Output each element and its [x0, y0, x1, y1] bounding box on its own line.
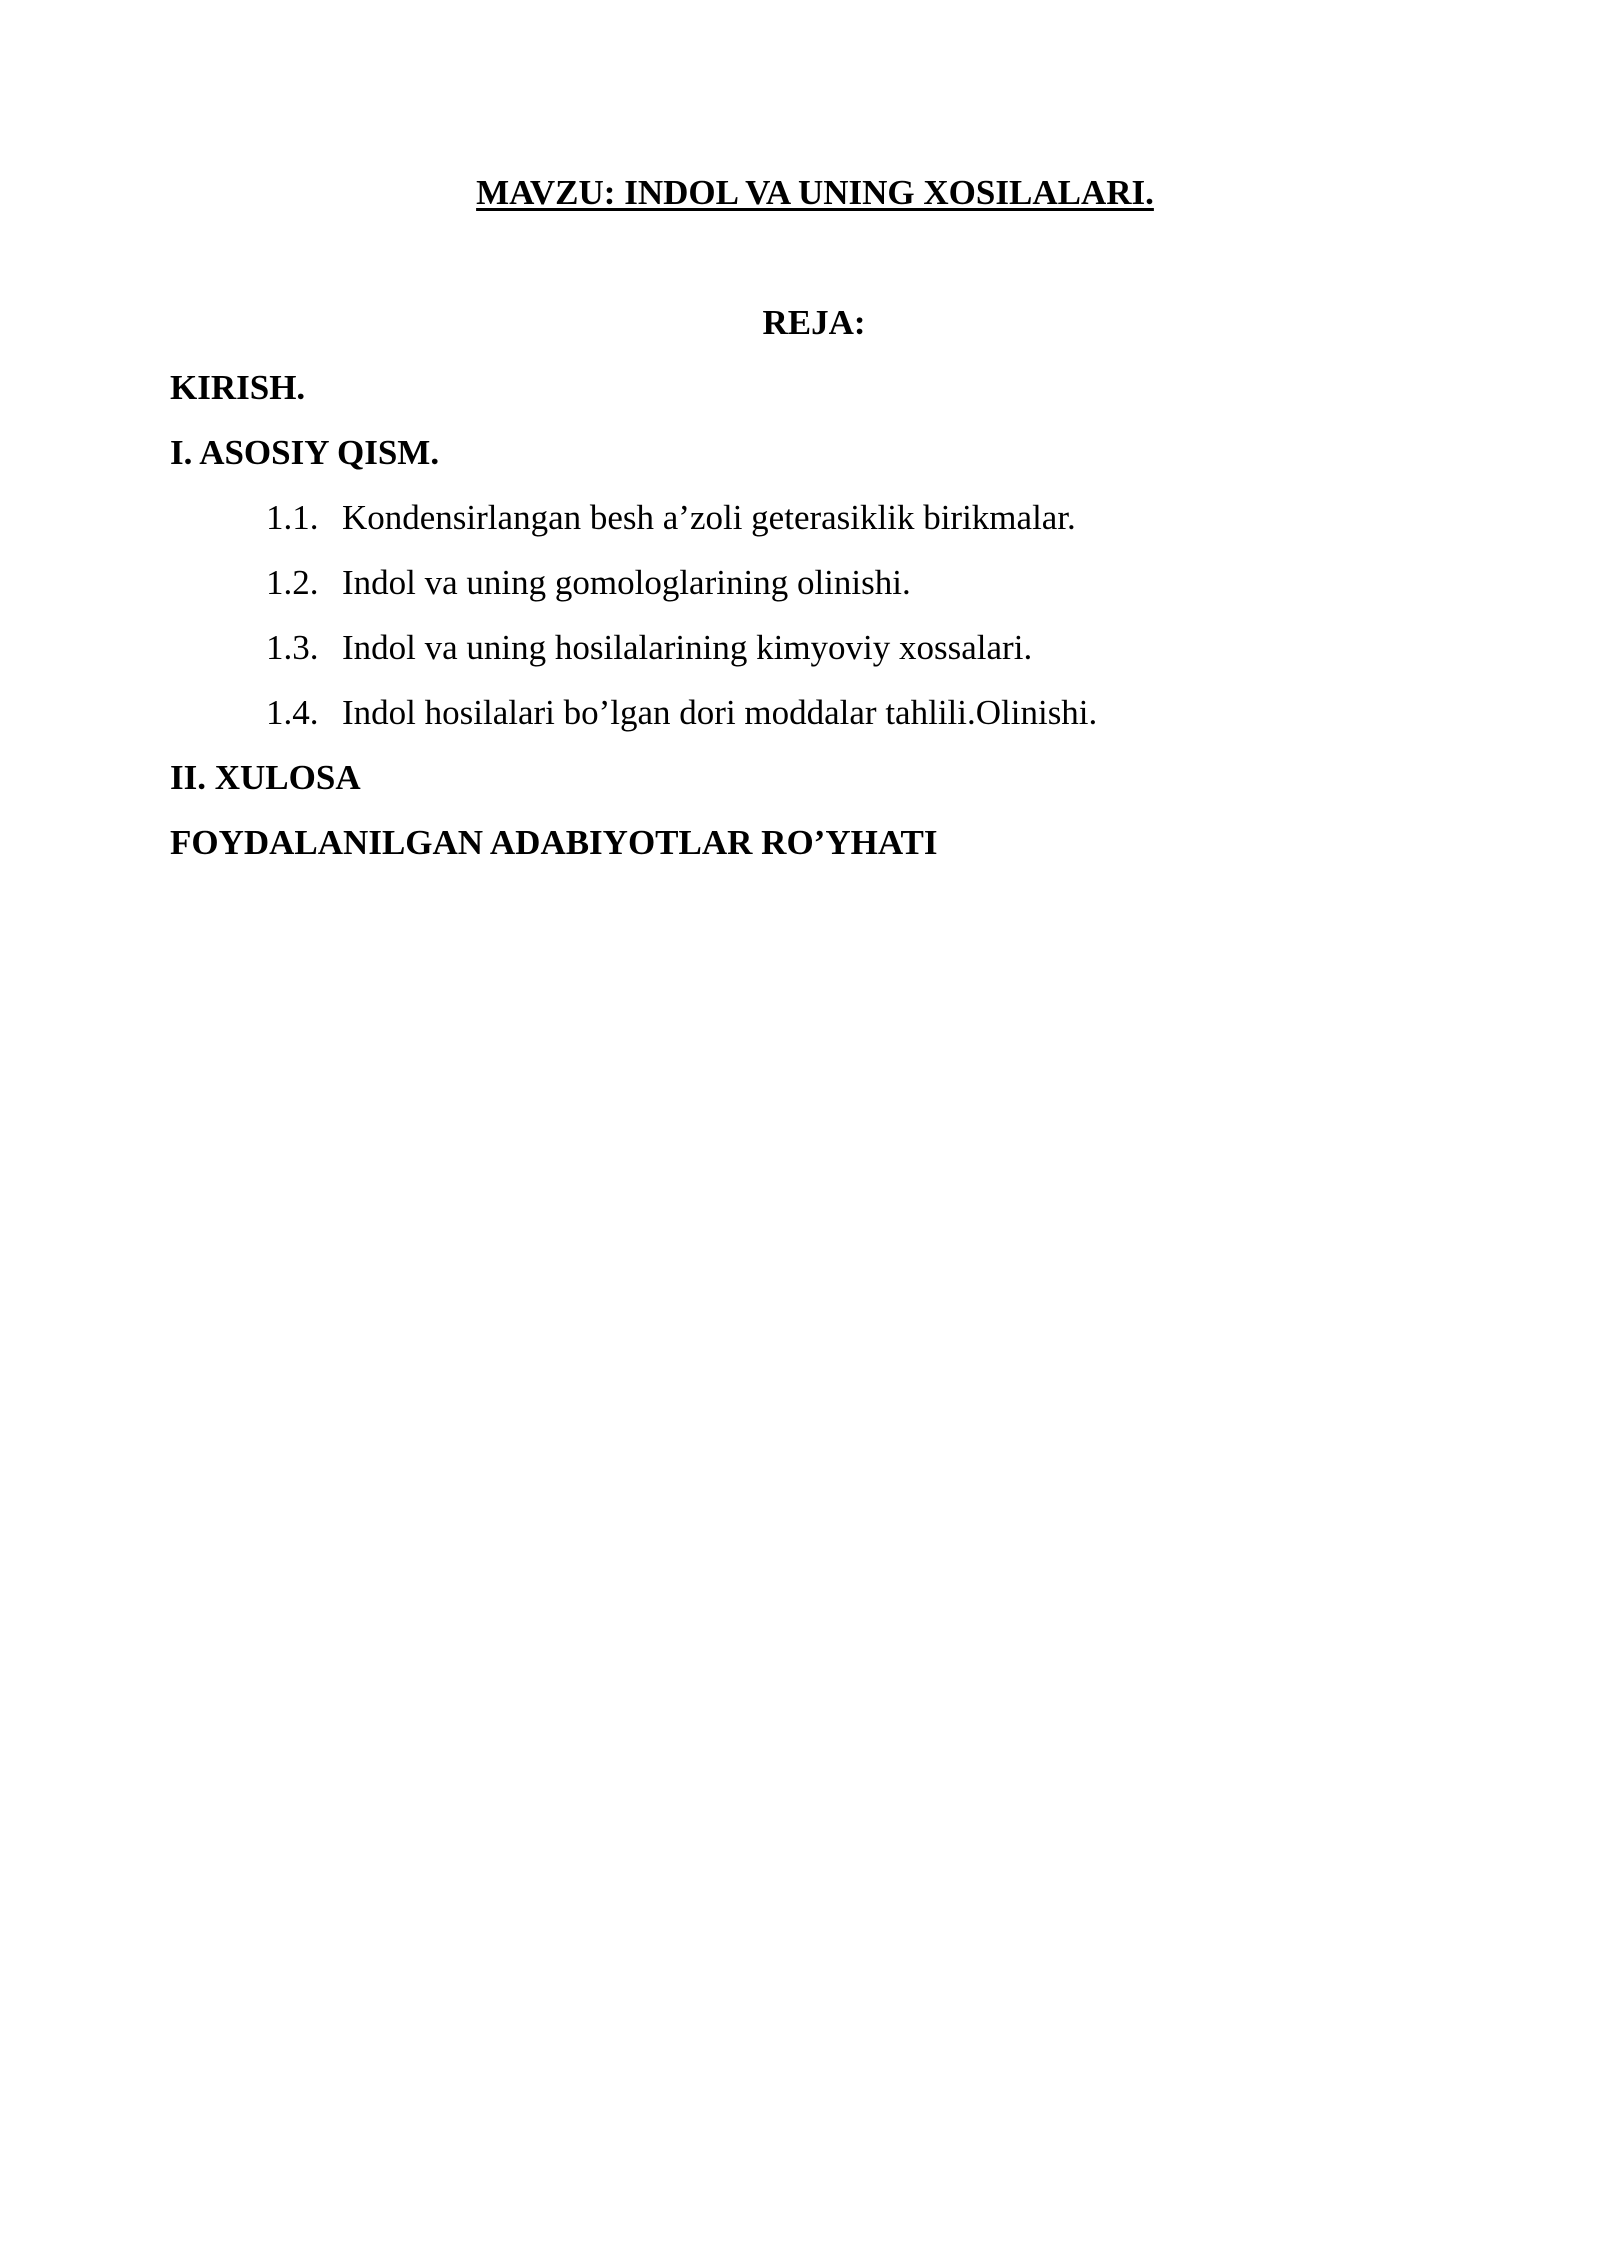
subsection-text: Kondensirlangan besh a’zoli geterasiklik birikmalar.	[342, 498, 1076, 537]
subsection-number: 1.3.	[266, 628, 319, 667]
document-title	[0, 172, 1600, 214]
section-main-part: I. ASOSIY QISM.	[170, 433, 440, 472]
document-title-text: MAVZU: INDOL VA UNING XOSILALARI.	[476, 173, 1154, 212]
subsection-number: 1.2.	[266, 563, 319, 602]
subsection-text: Indol hosilalari bo’lgan dori moddalar tahlili.Olinishi.	[342, 693, 1098, 732]
subsection-1-2	[266, 562, 911, 604]
section-references: FOYDALANILGAN ADABIYOTLAR RO’YHATI	[170, 823, 938, 862]
subsection-1-4	[266, 692, 1097, 734]
section-conclusion: II. XULOSA	[170, 758, 361, 797]
subsection-text: Indol va uning hosilalarining kimyoviy xossalari.	[342, 628, 1033, 667]
subsection-1-1	[266, 497, 1076, 539]
subsection-1-3	[266, 627, 1032, 669]
subsection-text: Indol va uning gomologlarining olinishi.	[342, 563, 911, 602]
section-intro: KIRISH.	[170, 368, 306, 407]
plan-heading: REJA:	[762, 303, 866, 342]
subsection-number: 1.4.	[266, 693, 319, 732]
subsection-number: 1.1.	[266, 498, 319, 537]
